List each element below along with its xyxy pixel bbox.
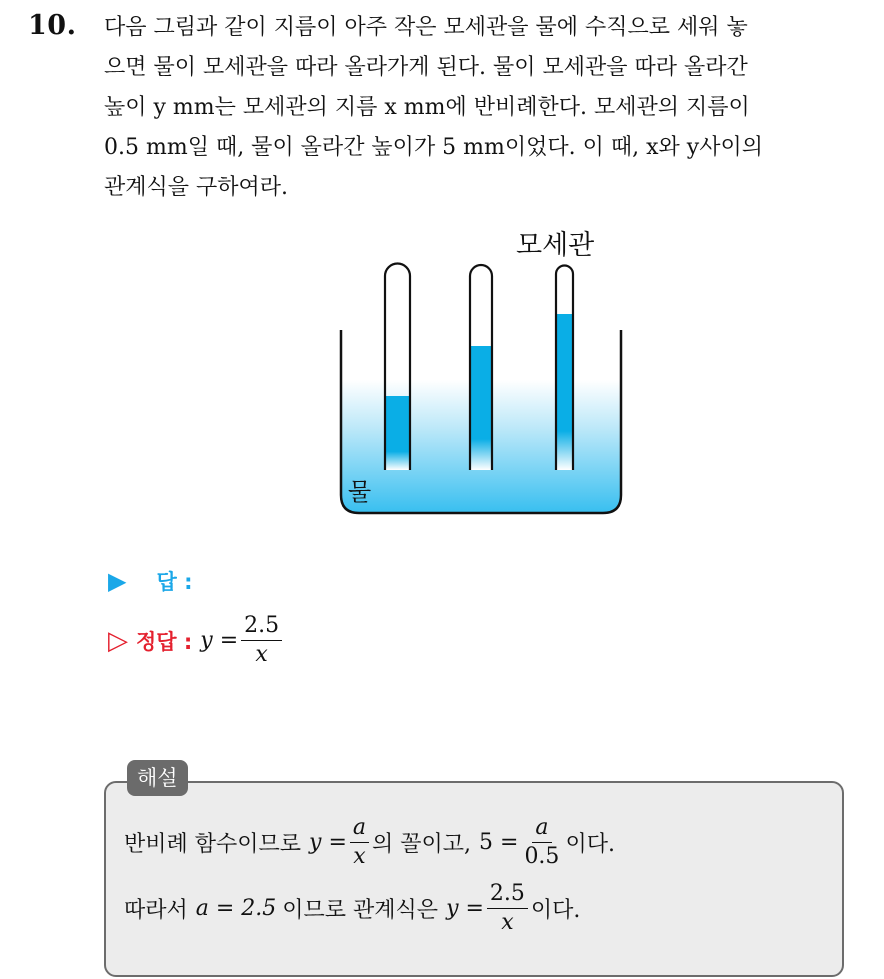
- tube-medium: [470, 265, 492, 470]
- fraction-numerator: 2.5: [487, 882, 528, 909]
- correct-lhs: y =: [200, 628, 239, 654]
- correct-fraction: [241, 614, 282, 667]
- solution-text: 이므로 관계식은: [282, 898, 439, 924]
- fraction-numerator: a: [350, 816, 369, 843]
- capillary-figure: [330, 220, 640, 520]
- solution-text: 반비례 함수이므로: [124, 832, 302, 858]
- solution-line-2: [124, 882, 580, 935]
- question-line: 관계식을 구하여라.: [104, 175, 289, 200]
- solution-eq: y =: [446, 896, 484, 922]
- solution-text: 의 꼴이고,: [372, 832, 471, 858]
- correct-marker-icon: ▷: [108, 625, 128, 656]
- correct-denominator: x: [255, 642, 268, 668]
- solution-text: 이다.: [530, 898, 581, 924]
- solution-eq: 5 =: [479, 830, 519, 856]
- fraction-denominator: x: [501, 910, 514, 936]
- solution-text: 따라서: [124, 898, 188, 924]
- solution-eq: a = 2.5: [195, 896, 277, 922]
- question-line: 0.5 mm일 때, 물이 올라간 높이가 5 mm이었다. 이 때, x와 y사이의: [104, 135, 763, 160]
- solution-tag: 해설: [127, 760, 188, 796]
- correct-label: 정답 :: [136, 629, 193, 654]
- capillary-diagram: [330, 220, 640, 520]
- correct-numerator: 2.5: [241, 614, 282, 641]
- tube-short: [385, 264, 410, 470]
- solution-eq: y =: [309, 830, 347, 856]
- answer-row: [108, 566, 402, 596]
- tube-label: 모세관: [516, 230, 595, 261]
- fraction-denominator: 0.5: [524, 844, 560, 870]
- tube-tall: [556, 266, 573, 471]
- question-number: 10.: [28, 10, 77, 41]
- solution-line-1: [124, 816, 615, 869]
- question-text: [104, 8, 874, 208]
- question-line: 높이 y mm는 모세관의 지름 x mm에 반비례한다. 모세관의 지름이: [104, 95, 750, 120]
- correct-answer-row: [108, 614, 285, 667]
- answer-marker-icon: ▶: [108, 567, 127, 595]
- fraction-numerator: a: [532, 816, 551, 843]
- solution-text: 이다.: [565, 832, 615, 858]
- solution-fraction: [521, 816, 562, 869]
- solution-box: [104, 781, 844, 977]
- question-line: 다음 그림과 같이 지름이 아주 작은 모세관을 물에 수직으로 세워 놓: [104, 15, 748, 40]
- solution-fraction: [487, 882, 528, 935]
- question-line: 으면 물이 모세관을 따라 올라가게 된다. 물이 모세관을 따라 올라간: [104, 55, 748, 80]
- answer-label: 답 :: [156, 570, 193, 594]
- water-label: 물: [348, 478, 372, 506]
- solution-fraction: [350, 816, 369, 869]
- fraction-denominator: x: [353, 844, 366, 870]
